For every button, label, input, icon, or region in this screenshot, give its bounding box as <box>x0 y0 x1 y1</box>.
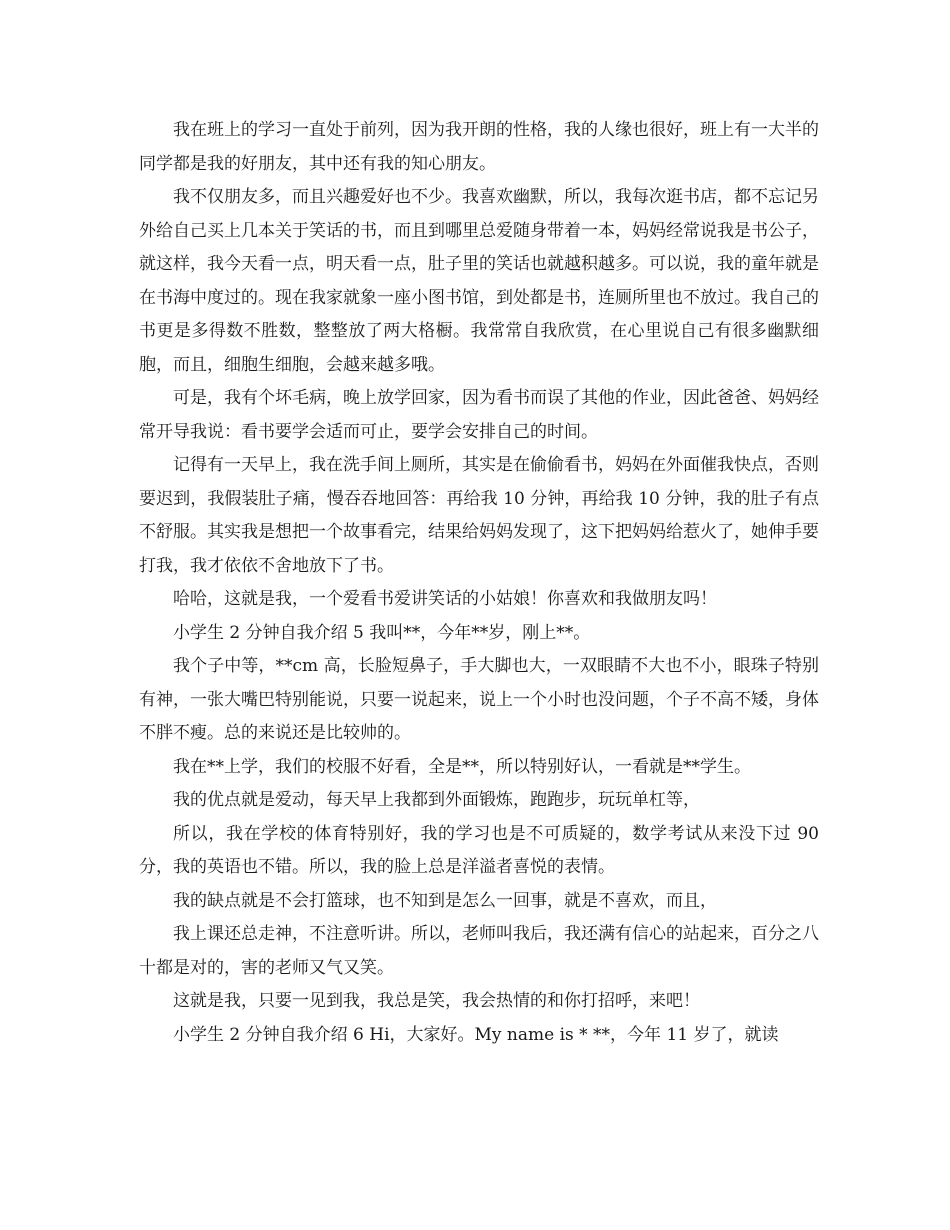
paragraph: 我在**上学，我们的校服不好看，全是**，所以特别好认，一看就是**学生。 <box>173 756 751 777</box>
paragraph: 我的优点就是爱动，每天早上我都到外面锻炼，跑跑步，玩玩单杠等， <box>173 790 700 810</box>
paragraph: 所以，我在学校的体育特别好，我的学习也是不可质疑的，数学考试从来没下过 90 分，我的英语也不错。所以，我的脸上总是洋溢者喜悦的表情。 <box>139 823 819 877</box>
paragraph: 哈哈，这就是我，一个爱看书爱讲笑话的小姑娘！你喜欢和我做朋友吗！ <box>173 589 717 609</box>
paragraph: 我不仅朋友多，而且兴趣爱好也不少。我喜欢幽默，所以，我每次逛书店，都不忘记另外给自己买上几本关于笑话的书，而且到哪里总爱随身带着一本，妈妈经常说我是书公子，就这样，我今天看一点，明天看一点，肚子里的笑话也就越积越多。可以说，我的童年就是在书海中度过的。现在我家就象一座小图书馆，到处都是书，连厕所里也不放过。我自己的书更是多得数不胜数，整整放了两大格橱。我常常自我欣赏，在心里说自己有很多幽默细胞，而且，细胞生细胞，会越来越多哦。 <box>139 187 819 375</box>
paragraph: 我在班上的学习一直处于前列，因为我开朗的性格，我的人缘也很好，班上有一大半的同学都是我的好朋友，其中还有我的知心朋友。 <box>139 120 819 174</box>
paragraph: 我的缺点就是不会打篮球，也不知到是怎么一回事，就是不喜欢，而且， <box>173 890 717 911</box>
paragraph: 可是，我有个坏毛病，晚上放学回家，因为看书而误了其他的作业，因此爸爸、妈妈经常开导我说：看书要学会适而可止，要学会安排自己的时间。 <box>139 388 819 442</box>
paragraph: 我个子中等，**cm 高，长脸短鼻子，手大脚也大，一双眼睛不大也不小，眼珠子特别有神，一张大嘴巴特别能说，只要一说起来，说上一个小时也没问题，个子不高不矮，身体不胖不瘦。总的来说还是比较帅的。 <box>139 656 819 743</box>
paragraph: 这就是我，只要一见到我，我总是笑，我会热情的和你打招呼，来吧！ <box>173 991 700 1011</box>
document-body <box>139 114 819 1052</box>
paragraph: 小学生 2 分钟自我介绍 6 Hi，大家好。My name is * **，今年 11 岁了，就读 <box>173 1024 779 1045</box>
paragraph: 记得有一天早上，我在洗手间上厕所，其实是在偷偷看书，妈妈在外面催我快点，否则要迟到，我假装肚子痛，慢吞吞地回答：再给我 10 分钟，再给我 10 分钟，我的肚子有点不舒服。其实我是想把一个故事看完，结果给妈妈发现了，这下把妈妈给惹火了，她伸手要打我，我才依依不舍地放下了书。 <box>139 455 819 576</box>
paragraph: 小学生 2 分钟自我介绍 5 我叫**，今年**岁，刚上**。 <box>173 622 591 643</box>
paragraph: 我上课还总走神，不注意听讲。所以，老师叫我后，我还满有信心的站起来，百分之八十都是对的，害的老师又气又笑。 <box>139 924 819 978</box>
